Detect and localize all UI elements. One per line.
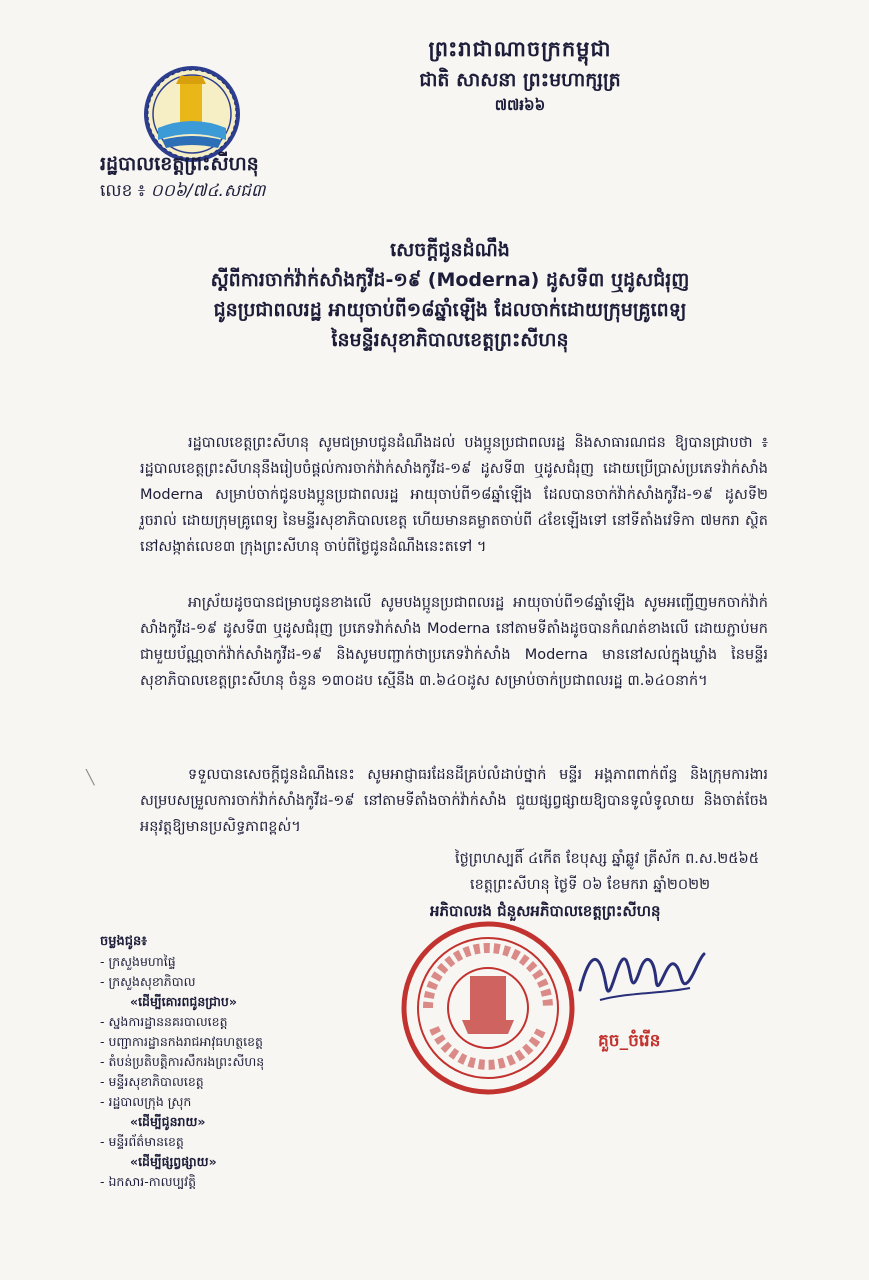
recipient-item: - ឯកសារ-កាលប្បវត្តិ <box>100 1174 197 1189</box>
notice-subject-line-2: ជូនប្រជាពលរដ្ឋ អាយុចាប់ពី១៨ឆ្នាំឡើង ដែលចាក់ដោយក្រុមគ្រូពេទ្យ <box>213 299 687 321</box>
motto-ornament: ៧៧៛៦៦ <box>494 96 546 114</box>
recipient-heading: ចម្លងជូន៖ <box>100 934 147 949</box>
body-paragraph-2 <box>140 590 768 694</box>
reference-label: លេខ ៖ <box>100 181 146 201</box>
recipient-item: - ក្រសួងមហាផ្ទៃ <box>100 954 176 969</box>
official-seal-icon <box>398 918 578 1098</box>
paragraph-text: ទទួលបានសេចក្តីជូនដំណឹងនេះ សូមអាជ្ញាធរដែនដីគ្រប់លំដាប់ថ្នាក់ មន្ទីរ អង្គភាពពាក់ព័ន្ធ និងក្រុមការងារសម្របសម្រួលការចាក់វ៉ាក់សាំងកូវីដ-១៩ នៅតាមទីតាំងចាក់វ៉ាក់សាំង ជួយផ្សព្វផ្សាយឱ្យបានទូលំទូលាយ និងចាត់ចែងអនុវត្តឱ្យមានប្រសិទ្ធភាពខ្ពស់។ <box>140 767 768 835</box>
recipient-purpose: «ដើម្បីផ្សព្វផ្សាយ» <box>130 1154 217 1169</box>
notice-subject-line-1: ស្តីពីការចាក់វ៉ាក់សាំងកូវីដ-១៩ (Moderna) ដូសទី៣ ឬដូសជំរុញ <box>210 269 690 291</box>
recipient-item: - មន្ទីរព័ត៌មានខេត្ត <box>100 1134 184 1149</box>
reference-number <box>100 180 265 205</box>
recipient-item: - ស្នងការដ្ឋាននគរបាលខេត្ត <box>100 1014 228 1029</box>
notice-title: សេចក្តីជូនដំណឹង <box>390 239 510 261</box>
lunar-date: ថ្ងៃព្រហស្បតិ៍ ៤កើត ខែបុស្ស ឆ្នាំឆ្លូវ ត្រីស័ក ព.ស.២៥៦៥ <box>455 851 760 867</box>
reference-value: ០០៦/៧៤.សជ៣ <box>150 181 266 201</box>
signatory-title: អភិបាលរង ជំនួសអភិបាលខេត្តព្រះសីហនុ <box>430 902 661 920</box>
paragraph-text: រដ្ឋបាលខេត្តព្រះសីហនុ សូមជម្រាបជូនដំណឹងដល់ បងប្អូនប្រជាពលរដ្ឋ និងសាធារណជន ឱ្យបានជ្រាបថា ៖ រដ្ឋបាលខេត្តព្រះសីហនុនឹងរៀបចំផ្តល់ការចាក់វ៉ាក់សាំងកូវីដ-១៩ ដូសទី៣ ឬដូសជំរុញ ដោយប្រើប្រាស់ប្រភេទវ៉ាក់សាំង Moderna សម្រាប់ចាក់ជូនបងប្អូនប្រជាពលរដ្ឋ អាយុចាប់ពី១៨ឆ្នាំឡើង ដែលបានចាក់វ៉ាក់សាំងកូវីដ-១៩ ដូសទី២ រួចរាល់ ដោយក្រុមគ្រូពេទ្យ នៃមន្ទីរសុខាភិបាលខេត្ត ហើយមានគម្លាតចាប់ពី ៤ខែឡើងទៅ នៅទីតាំងវេទិកា ៧មករា ស្ថិតនៅសង្កាត់លេខ៣ ក្រុងព្រះសីហនុ ចាប់ពីថ្ងៃជូនដំណឹងនេះតទៅ ។ <box>140 435 768 555</box>
body-paragraph-3 <box>140 762 768 840</box>
recipient-purpose: «ដើម្បីជូនរាយ» <box>130 1114 206 1129</box>
handwritten-signature-icon <box>570 930 710 1020</box>
recipient-item: - បញ្ជាការដ្ឋានកងរាជអាវុធហត្ថខេត្ត <box>100 1034 263 1049</box>
notice-subject-line-3: នៃមន្ទីរសុខាភិបាលខេត្តព្រះសីហនុ <box>331 329 569 351</box>
solar-date: ខេត្តព្រះសីហនុ ថ្ងៃទី ០៦ ខែមករា ឆ្នាំ២០២២ <box>470 877 711 893</box>
national-motto: ជាតិ សាសនា ព្រះមហាក្សត្រ <box>419 69 621 91</box>
signatory-name: គួច_ចំរើន <box>598 1031 661 1051</box>
recipient-item: - តំបន់ប្រតិបត្តិការសឹករងព្រះសីហនុ <box>100 1054 265 1069</box>
body-paragraph-1 <box>140 430 768 560</box>
pen-mark: ╲ <box>86 770 95 786</box>
kingdom-title: ព្រះរាជាណាចក្រកម្ពុជា <box>428 37 612 61</box>
recipient-item: - រដ្ឋបាលក្រុង ស្រុក <box>100 1094 192 1109</box>
paragraph-text: អាស្រ័យដូចបានជម្រាបជូនខាងលើ សូមបងប្អូនប្រជាពលរដ្ឋ អាយុចាប់ពី១៨ឆ្នាំឡើង សូមអញ្ជើញមកចាក់វ៉ាក់សាំងកូវីដ-១៩ ដូសទី៣ ឬដូសជំរុញ ប្រភេទវ៉ាក់សាំង Moderna នៅតាមទីតាំងដូចបានកំណត់ខាងលើ ដោយភ្ជាប់មកជាមួយប័ណ្ណចាក់វ៉ាក់សាំងកូវីដ-១៩ និងសូមបញ្ជាក់ថាប្រភេទវ៉ាក់សាំង Moderna មាននៅសល់ក្នុងឃ្លាំង នៃមន្ទីរសុខាភិបាលខេត្តព្រះសីហនុ ចំនួន ១៣០ដប ស្មើនឹង ៣.៦៤០ដូស សម្រាប់ចាក់ប្រជាពលរដ្ឋ ៣.៦៤០នាក់។ <box>140 595 768 689</box>
recipient-list <box>100 932 264 1192</box>
issuing-authority: រដ្ឋបាលខេត្តព្រះសីហនុ <box>100 153 259 175</box>
recipient-item: - ក្រសួងសុខាភិបាល <box>100 974 196 989</box>
recipient-item: - មន្ទីរសុខាភិបាលខេត្ត <box>100 1074 204 1089</box>
recipient-purpose: «ដើម្បីគោរពជូនជ្រាប» <box>130 994 237 1009</box>
